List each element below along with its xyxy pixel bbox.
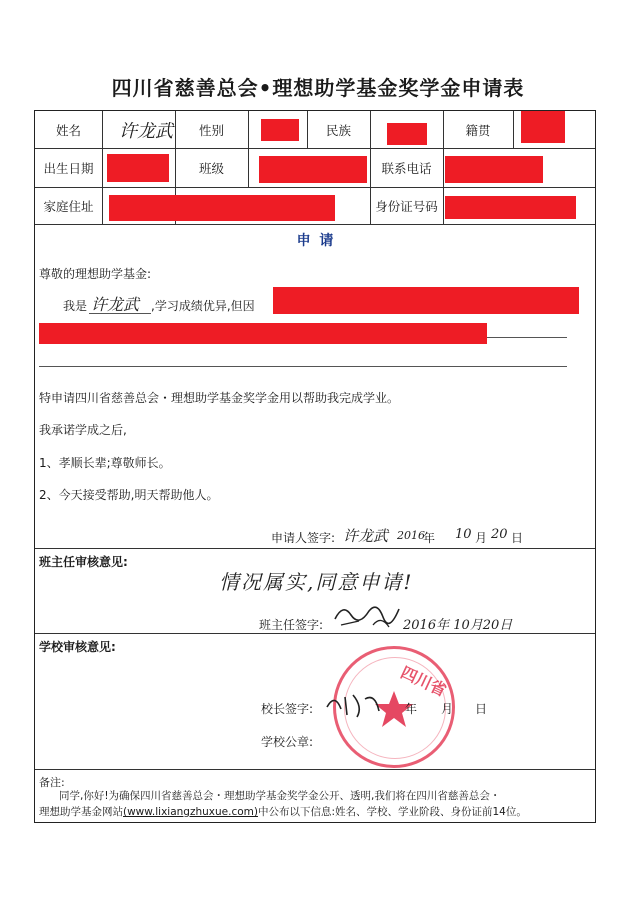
redacted-phone	[445, 156, 543, 183]
phone-label: 联系电话	[381, 160, 432, 176]
principal-day-unit: 日	[475, 702, 488, 716]
applicant-sign-day-unit: 日	[511, 531, 524, 545]
name-label: 姓名	[55, 122, 81, 138]
native-place-label: 籍贯	[465, 122, 491, 138]
class-label: 班级	[198, 160, 224, 176]
applicant-sign-year-unit: 年	[423, 531, 436, 545]
redacted-id-number	[445, 196, 576, 219]
address-label: 家庭住址	[43, 198, 94, 214]
redacted-birth-date	[107, 154, 169, 182]
id-number-label: 身份证号码	[375, 198, 438, 214]
school-seal-label: 学校公章:	[261, 735, 314, 749]
redacted-gender	[261, 119, 299, 141]
name-value: 许龙武	[119, 121, 173, 142]
applicant-sign-month: 10	[455, 527, 472, 542]
reason-underline	[487, 337, 567, 338]
divider	[248, 111, 249, 148]
application-form	[34, 110, 596, 823]
divider	[35, 224, 595, 225]
website-link[interactable]: (www.lixiangzhuxue.com)	[123, 806, 258, 818]
applicant-signature: 许龙武	[343, 527, 389, 545]
applicant-sign-month-unit: 月	[475, 531, 488, 545]
redacted-reason	[273, 287, 579, 314]
applicant-sign-day: 20	[491, 527, 508, 542]
divider	[35, 769, 595, 770]
form-title: 四川省慈善总会•理想助学基金奖学金申请表	[111, 76, 525, 100]
principal-sign-label: 校长签字:	[261, 702, 314, 716]
redacted-class	[259, 156, 367, 183]
divider	[248, 148, 249, 187]
birth-date-label: 出生日期	[43, 160, 94, 176]
applicant-sign-label: 申请人签字:	[271, 531, 336, 545]
redacted-native-place	[521, 111, 565, 143]
divider	[102, 111, 103, 224]
name-underline	[89, 313, 151, 314]
request-text: 特申请四川省慈善总会・理想助学基金奖学金用以帮助我完成学业。	[39, 391, 400, 405]
notes-line-2-suffix: 中公布以下信息:姓名、学校、学业阶段、身份证前14位。	[257, 806, 527, 818]
divider	[35, 548, 595, 549]
redacted-address	[109, 195, 335, 221]
intro-suffix: ,学习成绩优异,但因	[151, 299, 255, 313]
promise-item-2: 2、今天接受帮助,明天帮助他人。	[39, 488, 219, 502]
principal-month-unit: 月	[441, 702, 454, 716]
teacher-sign-label: 班主任签字:	[259, 618, 324, 632]
ethnicity-label: 民族	[325, 122, 351, 138]
divider	[35, 187, 595, 188]
notes-heading: 备注:	[39, 776, 65, 789]
teacher-heading: 班主任审核意见:	[39, 555, 128, 569]
intro-name: 许龙武	[91, 295, 140, 314]
promise-item-1: 1、孝顺长辈;尊敬师长。	[39, 456, 171, 470]
application-heading: 申 请	[296, 233, 336, 249]
applicant-sign-year: 2016	[397, 529, 425, 542]
notes-line-2-prefix: 理想助学基金网站	[39, 806, 123, 818]
redacted-ethnicity	[387, 123, 427, 145]
redacted-reason-2	[39, 323, 487, 344]
divider	[35, 633, 595, 634]
notes-line-1: 同学,你好!为确保四川省慈善总会・理想助学基金奖学金公开、透明,我们将在四川省慈善总会・	[59, 790, 501, 802]
divider	[513, 111, 514, 148]
divider	[35, 148, 595, 149]
school-heading: 学校审核意见:	[39, 640, 116, 654]
notes-line-2	[39, 804, 527, 819]
intro-prefix: 我是	[63, 299, 88, 313]
principal-signature	[323, 687, 385, 721]
seal-text: 四川省	[397, 662, 450, 701]
teacher-opinion: 情况属实,同意申请!	[219, 570, 414, 594]
gender-label: 性别	[198, 122, 224, 138]
principal-year-unit: 年	[405, 702, 418, 716]
reason-underline	[39, 366, 567, 367]
promise-text: 我承诺学成之后,	[39, 423, 127, 437]
teacher-signature	[329, 597, 405, 633]
teacher-sign-date: 2016年 10月20日	[403, 618, 513, 633]
letter-salutation: 尊敬的理想助学基金:	[39, 267, 152, 281]
